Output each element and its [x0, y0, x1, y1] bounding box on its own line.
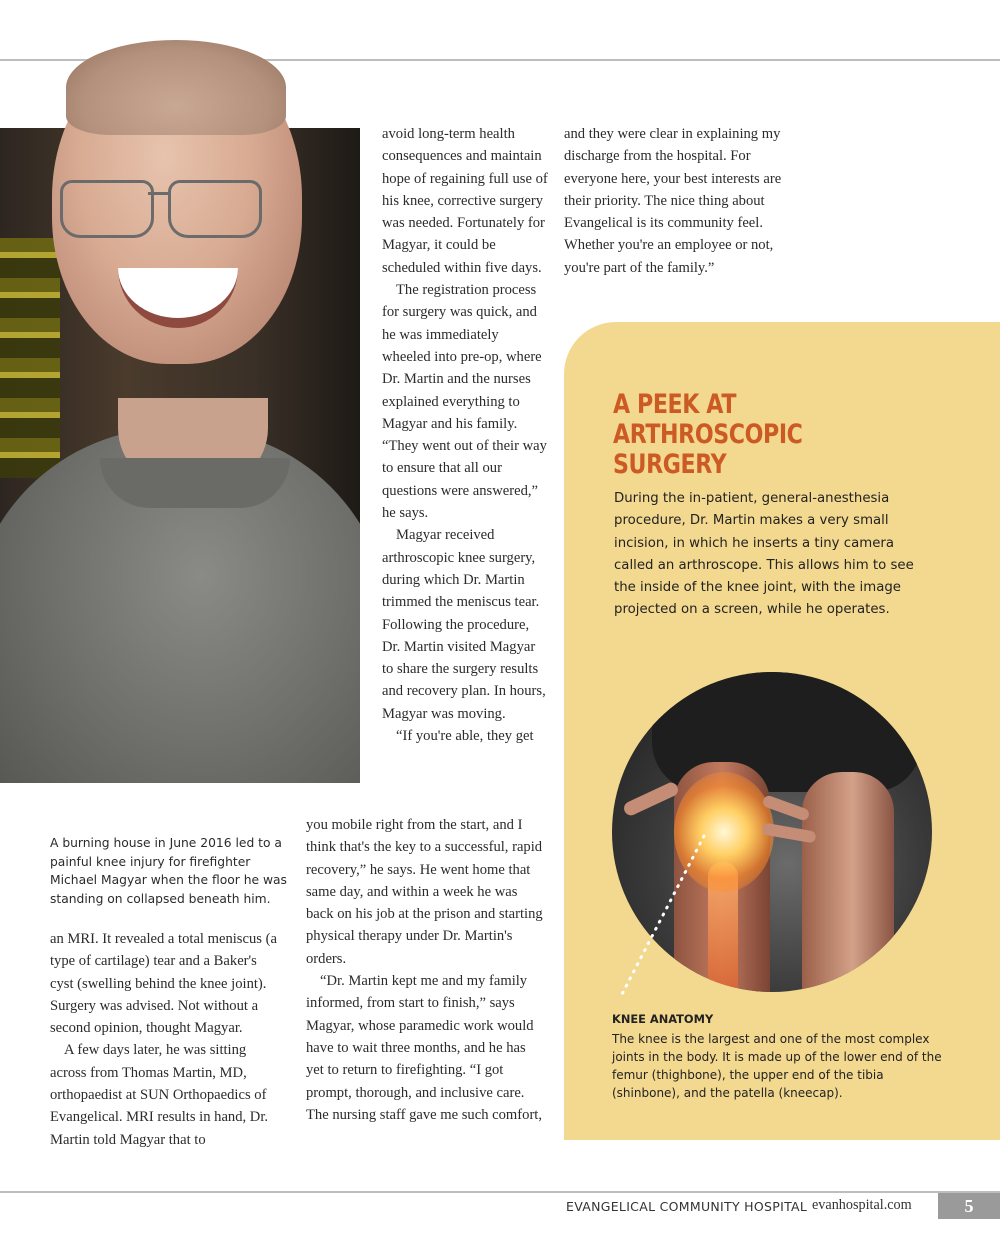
article-column-2-top [382, 123, 548, 747]
paragraph: avoid long-term health consequences and maintain hope of regaining full use of his knee, corrective surgery was needed. Fortunately for Magyar, it could be scheduled within five days. [382, 126, 548, 276]
glasses-right-graphic [168, 180, 262, 238]
intro-text: A burning house in June 2016 led to a painful knee injury for firefighter Michael Magyar when the floor he was standing on collapsed beneath him. [50, 836, 287, 906]
paragraph: Magyar received arthroscopic knee surgery, during which Dr. Martin trimmed the meniscus tear. Following the procedure, Dr. Martin visited Magyar to share the surgery results and recovery plan. In hours, Magyar was moving. [382, 527, 546, 722]
finger-graphic [622, 780, 680, 817]
paragraph: The registration process for surgery was quick, and he was immediately wheeled into pre-op, where Dr. Martin and the nurses explained everything to Magyar and his family. “They went out of their way to ensure that all our questions were answered,” he says. [382, 282, 547, 522]
sidebar-title: A PEEK AT ARTHROSCOPIC SURGERY [613, 389, 803, 480]
dotted-leader-line [616, 832, 716, 1002]
portrait-hair-graphic [66, 40, 286, 135]
glasses-left-graphic [60, 180, 154, 238]
article-column-1 [50, 928, 280, 1151]
leg-graphic [802, 772, 894, 992]
footer-organization: EVANGELICAL COMMUNITY HOSPITAL [566, 1199, 808, 1214]
paragraph: “Dr. Martin kept me and my family informed, from start to finish,” says Magyar, whose paramedic work would have to wait three months, and he has yet to return to firefighting. “I got prompt, thorough, and inclusive care. The nursing staff gave me such comfort, [306, 973, 543, 1123]
sidebar-body: During the in-patient, general-anesthesia procedure, Dr. Martin makes a very small incision, in which he inserts a tiny camera called an arthroscope. This allows him to see the inside of the knee joint, with the image projected on a screen, while he operates. [614, 491, 914, 618]
paragraph: “If you're able, they get [396, 728, 534, 745]
paragraph: an MRI. It revealed a total meniscus (a type of cartilage) tear and a Baker's cyst (swelling behind the knee joint). Surgery was advised. Not without a second opinion, thought Magyar. [50, 931, 277, 1037]
page-number: 5 [938, 1193, 1000, 1219]
page-footer [0, 1193, 1000, 1219]
glasses-bridge-graphic [148, 192, 170, 195]
fire-gear-graphic [0, 238, 60, 478]
paragraph: A few days later, he was sitting across from Thomas Martin, MD, orthopaedist at SUN Orthopaedics of Evangelical. MRI results in hand, Dr. Martin told Magyar that to [50, 1042, 269, 1148]
paragraph: you mobile right from the start, and I think that's the key to a successful, rapid recovery,” he says. He went home that same day, and within a week he was back on his job at the prison and starting physical therapy under Dr. Martin's orders. [306, 817, 543, 967]
article-column-3 [564, 123, 804, 279]
collar-graphic [100, 458, 290, 508]
knee-anatomy-label: KNEE ANATOMY [612, 1012, 714, 1026]
knee-anatomy-caption: The knee is the largest and one of the most complex joints in the body. It is made up of the lower end of the femur (thighbone), the upper end of the tibia (shinbone), and the patella (kneecap). [612, 1032, 942, 1100]
footer-url[interactable]: evanhospital.com [812, 1197, 912, 1213]
paragraph: and they were clear in explaining my discharge from the hospital. For everyone here, your best interests are their priority. The nice thing about Evangelical is its community feel. Whether you're an employee or not, you're part of the family.” [564, 126, 782, 276]
article-column-2-bottom [306, 814, 546, 1126]
